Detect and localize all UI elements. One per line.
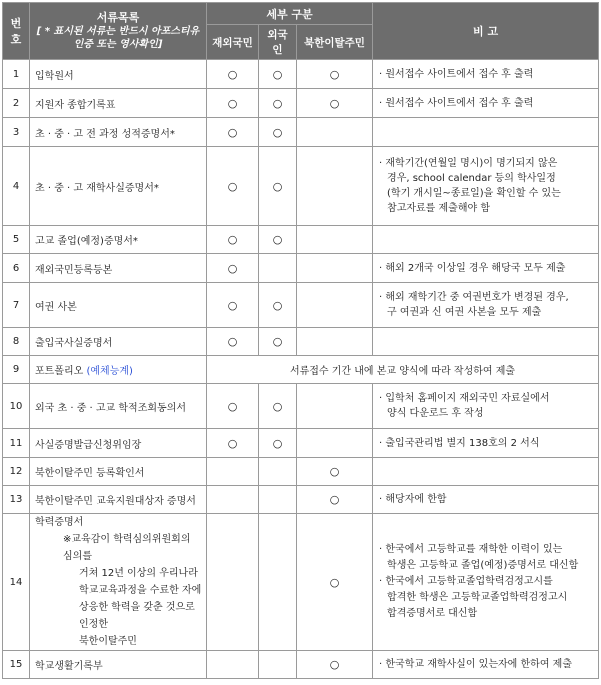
mark-overseas (207, 514, 259, 651)
remark (373, 429, 599, 458)
row-number: 13 (3, 486, 30, 514)
mark-foreigner (259, 254, 297, 283)
remark (373, 147, 599, 226)
document-name: 북한이탈주민 등록확인서 (30, 458, 207, 486)
document-name: 사실증명발급신청위임장 (30, 429, 207, 458)
mark-overseas: ○ (207, 226, 259, 254)
table-row (3, 226, 599, 254)
mark-overseas (207, 458, 259, 486)
mark-foreigner (259, 486, 297, 514)
remark-line: · 재학기간(연월일 명시)이 명기되지 않은 (379, 158, 558, 169)
mark-defector (297, 328, 373, 356)
remark-line: 구 여권과 신 여권 사본을 모두 제출 (387, 307, 542, 318)
table-row (3, 147, 599, 226)
table-row (3, 429, 599, 458)
table-row (3, 254, 599, 283)
mark-defector: ○ (297, 60, 373, 89)
remark-line: · 입학처 홈페이지 재외국민 자료실에서 (379, 393, 550, 404)
mark-overseas (207, 486, 259, 514)
header-col-overseas: 재외국민 (207, 25, 259, 60)
mark-overseas (207, 651, 259, 679)
table-row (3, 328, 599, 356)
table-row (3, 486, 599, 514)
row-number: 12 (3, 458, 30, 486)
row-number: 15 (3, 651, 30, 679)
header-category: 세부 구분 (207, 3, 373, 25)
header-doc-note: [ * 표시된 서류는 반드시 아포스티유 인증 또는 영사확인] (36, 26, 200, 50)
table-row (3, 89, 599, 118)
mark-foreigner: ○ (259, 147, 297, 226)
remark-line: 경우, school calendar 등의 학사일정 (387, 173, 556, 184)
remark-line: · 해외 재학기간 중 여권번호가 변경된 경우, (379, 292, 569, 303)
remark (373, 486, 599, 514)
remark-line: 합격한 학생은 고등학교졸업학력검정고시 (387, 592, 568, 603)
document-name: 고교 졸업(예정)증명서* (30, 226, 207, 254)
row-number: 2 (3, 89, 30, 118)
remark-line: · 한국에서 고등학교졸업학력검정고시를 (379, 576, 553, 587)
row-number: 1 (3, 60, 30, 89)
header-document-list (30, 3, 207, 60)
row-number: 3 (3, 118, 30, 147)
remark (373, 89, 599, 118)
header-col-defector: 북한이탈주민 (297, 25, 373, 60)
mark-defector: ○ (297, 89, 373, 118)
remark (373, 254, 599, 283)
row-number: 7 (3, 283, 30, 328)
remark (373, 283, 599, 328)
table-row (3, 356, 599, 384)
remark-line: · 해당자에 한함 (379, 494, 447, 505)
mark-overseas: ○ (207, 384, 259, 429)
mark-overseas: ○ (207, 89, 259, 118)
document-list-table (2, 2, 599, 679)
document-name-note: ※교육감이 학력심의위원회의 심의를 (63, 534, 191, 562)
table-row (3, 651, 599, 679)
remark (373, 514, 599, 651)
document-name: 여권 사본 (30, 283, 207, 328)
mark-defector: ○ (297, 514, 373, 651)
row-number: 5 (3, 226, 30, 254)
mark-defector (297, 118, 373, 147)
remark (373, 384, 599, 429)
remark-line: (학기 개시일~종료일)을 확인할 수 있는 (387, 188, 561, 199)
table-row (3, 118, 599, 147)
mark-defector (297, 147, 373, 226)
header-col-foreigner: 외국인 (259, 25, 297, 60)
document-name-note: 북한이탈주민 (79, 636, 137, 647)
remark-line: 학생은 고등학교 졸업(예정)증명서로 대신함 (387, 560, 579, 571)
document-name-note: 상응한 학력을 갖춘 것으로 인정한 (79, 602, 195, 630)
mark-defector: ○ (297, 651, 373, 679)
mark-defector (297, 384, 373, 429)
row-number: 9 (3, 356, 30, 384)
mark-foreigner: ○ (259, 429, 297, 458)
remark-line: · 한국에서 고등학교를 재학한 이력이 있는 (379, 544, 563, 555)
mark-overseas: ○ (207, 429, 259, 458)
row-number: 4 (3, 147, 30, 226)
table-row (3, 458, 599, 486)
header-remarks: 비 고 (373, 3, 599, 60)
remark-line: 참고자료를 제출해야 함 (387, 203, 490, 214)
table-row (3, 514, 599, 651)
document-name: 지원자 종합기록표 (30, 89, 207, 118)
header-no: 번호 (3, 3, 30, 60)
mark-overseas: ○ (207, 328, 259, 356)
mark-defector: ○ (297, 486, 373, 514)
remark (373, 458, 599, 486)
remark-line: · 한국학교 재학사실이 있는자에 한하여 제출 (379, 659, 572, 670)
remark-line: · 원서접수 사이트에서 접수 후 출력 (379, 97, 534, 109)
document-name: 학교생활기록부 (30, 651, 207, 679)
remark-line: 합격증명서로 대신함 (387, 608, 478, 619)
document-name: 초 · 중 · 고 전 과정 성적증명서* (30, 118, 207, 147)
mark-foreigner: ○ (259, 283, 297, 328)
mark-overseas: ○ (207, 254, 259, 283)
document-name (30, 356, 207, 384)
document-name: 학력증명서 (35, 517, 84, 528)
table-row (3, 283, 599, 328)
mark-foreigner (259, 651, 297, 679)
document-name: 외국 초 · 중 · 고교 학적조회동의서 (30, 384, 207, 429)
mark-overseas: ○ (207, 147, 259, 226)
table-row (3, 60, 599, 89)
remark (373, 226, 599, 254)
mark-foreigner (259, 514, 297, 651)
remark-line: 양식 다운로드 후 작성 (387, 408, 484, 419)
document-name-suffix: (예체능계) (86, 366, 133, 377)
table-row (3, 384, 599, 429)
remark (373, 118, 599, 147)
document-name-note: 거쳐 12년 이상의 우리나라 (79, 568, 198, 579)
mark-foreigner (259, 458, 297, 486)
mark-foreigner: ○ (259, 384, 297, 429)
remark (373, 651, 599, 679)
row-number: 11 (3, 429, 30, 458)
document-name: 초 · 중 · 고 재학사실증명서* (30, 147, 207, 226)
document-name: 입학원서 (30, 60, 207, 89)
mark-defector (297, 429, 373, 458)
document-name: 북한이탈주민 교육지원대상자 증명서 (30, 486, 207, 514)
span-note: 서류접수 기간 내에 본교 양식에 따라 작성하여 제출 (207, 356, 599, 384)
mark-foreigner: ○ (259, 118, 297, 147)
mark-foreigner: ○ (259, 226, 297, 254)
row-number: 8 (3, 328, 30, 356)
row-number: 14 (3, 514, 30, 651)
mark-foreigner: ○ (259, 60, 297, 89)
mark-overseas: ○ (207, 283, 259, 328)
document-name-cell (30, 514, 207, 651)
remark (373, 328, 599, 356)
remark-line: · 출입국관리법 별지 138호의 2 서식 (379, 437, 540, 449)
mark-foreigner: ○ (259, 89, 297, 118)
document-name: 재외국민등록등본 (30, 254, 207, 283)
mark-defector: ○ (297, 458, 373, 486)
document-name: 출입국사실증명서 (30, 328, 207, 356)
document-name-text: 포트폴리오 (35, 366, 84, 377)
mark-overseas: ○ (207, 118, 259, 147)
row-number: 6 (3, 254, 30, 283)
row-number: 10 (3, 384, 30, 429)
mark-defector (297, 254, 373, 283)
header-doc-title: 서류목록 (96, 11, 140, 24)
remark-line: · 원서접수 사이트에서 접수 후 출력 (379, 68, 534, 80)
mark-overseas: ○ (207, 60, 259, 89)
mark-defector (297, 226, 373, 254)
remark-line: · 해외 2개국 이상일 경우 해당국 모두 제출 (379, 262, 566, 274)
mark-defector (297, 283, 373, 328)
mark-foreigner: ○ (259, 328, 297, 356)
remark (373, 60, 599, 89)
document-name-note: 학교교육과정을 수료한 자에 (79, 585, 202, 596)
